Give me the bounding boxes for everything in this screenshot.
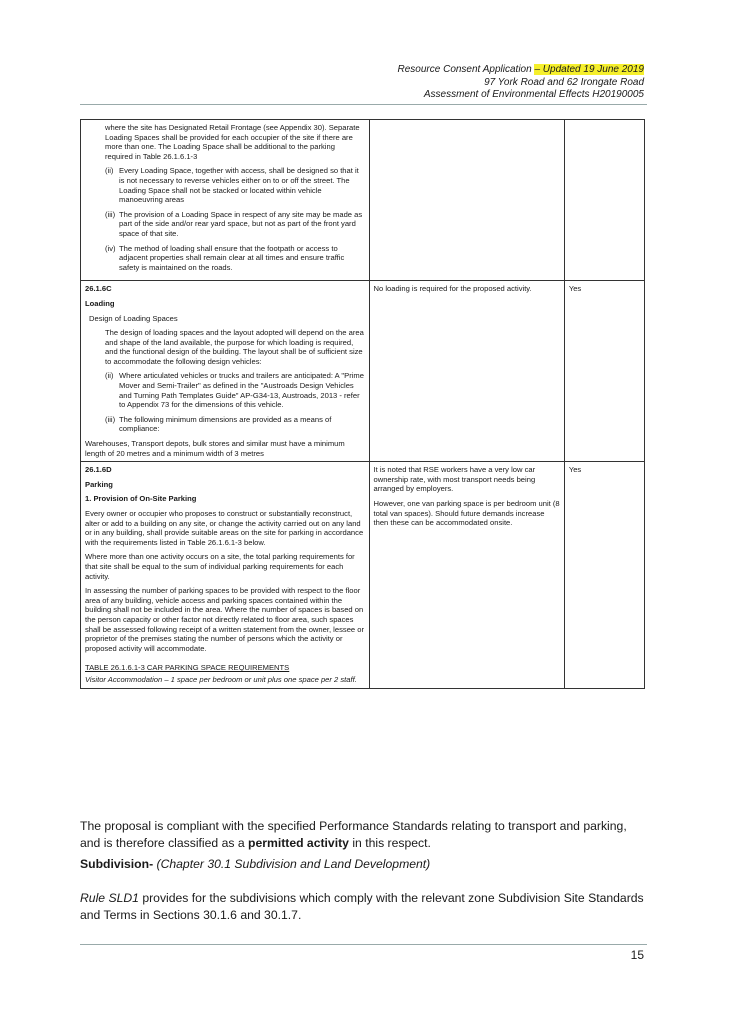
page-header (398, 64, 644, 102)
standards-table (80, 119, 645, 689)
rule-cell (81, 462, 370, 688)
table-row (81, 462, 645, 688)
page-number: 15 (630, 948, 644, 962)
subdivision-heading-chapter: (Chapter 30.1 Subdivision and Land Development) (153, 857, 431, 871)
rule-subtitle: Design of Loading Spaces (89, 313, 178, 323)
table-row (81, 281, 645, 462)
rule-paragraph: The design of loading spaces and the layout adopted will depend on the area and shape of the land available, the purpose for which loading is required, and the functional design of the building. The layout shall be of sufficient size to accommodate the following design vehicles: (105, 328, 364, 366)
compliance-cell (564, 120, 644, 281)
list-number: (ii) (105, 371, 114, 381)
conclusion-text: The proposal is compliant with the specified Performance Standards relating to transport and parking, and is therefore classified as a (80, 819, 627, 850)
conclusion-text-end: in this respect. (348, 836, 431, 850)
rule-sld1-label: Rule SLD1 (80, 891, 139, 905)
list-text: The provision of a Loading Space in respect of any site may be made as part of the side and/or rear yard space, but not as part of the front yard space of that site. (119, 209, 363, 238)
subdivision-heading-bold: Subdivision- (80, 857, 154, 871)
list-item (85, 210, 365, 239)
rule-cell (81, 120, 370, 281)
rule-sld1-text: provides for the subdivisions which comply with the relevant zone Subdivision Site Standards and Terms in Sections 30.1.6 and 30.1.7. (80, 891, 644, 922)
rule-title: Loading (85, 298, 115, 308)
comment-cell (369, 120, 564, 281)
header-document-id: Assessment of Environmental Effects H20190005 (423, 89, 644, 100)
list-text: The method of loading shall ensure that the footpath or access to adjacent properties shall remain clear at all times and ensure traffic safety is maintained on the roads. (119, 243, 345, 272)
comment-paragraph: However, one van parking space is per bedroom unit (8 total van spaces). Should future demands increase then these can be accommodated onsite. (373, 499, 560, 528)
header-address: 97 York Road and 62 Irongate Road (484, 76, 644, 88)
rule-paragraph: Every owner or occupier who proposes to construct or substantially reconstruct, alter or add to a building on any site, or change the activity carried out on any land or in any building, shall provide suitable areas on the site for parking in accordance with the requirements listed in Table 26.1.6.1-3 below. (85, 509, 364, 547)
list-number: (iv) (105, 243, 116, 253)
rule-subtitle: 1. Provision of On-Site Parking (85, 494, 197, 504)
compliance-cell: Yes (564, 462, 644, 688)
list-text: The following minimum dimensions are provided as a means of compliance: (119, 414, 332, 434)
conclusion-paragraph (80, 818, 647, 852)
list-item (85, 415, 365, 434)
list-number: (ii) (105, 166, 114, 176)
list-item (85, 166, 365, 204)
subdivision-heading (80, 856, 647, 873)
list-number: (iii) (105, 209, 116, 219)
rule-code: 26.1.6C (85, 284, 112, 294)
header-divider (80, 104, 647, 105)
list-text: Every Loading Space, together with access, shall be designed so that it is not necessary to reverse vehicles either on to or off the street. The Loading Space shall not be stacked or located within vehicle manoeuvring areas (119, 166, 359, 205)
rule-paragraph: In assessing the number of parking spaces to be provided with respect to the floor area of any building, vehicle access and parking spaces contained within the building shall not be included in the area. Where the number of spaces is based on the person capacity or other factor not directly related to floor area, such spaces shall be assessed following receipt of a written statement from the owner, lessee or proprietor of the premises stating the number of persons which the activity or proposed activity will accommodate. (85, 586, 364, 653)
comment-cell (369, 462, 564, 688)
header-update-highlight: – Updated 19 June 2019 (534, 64, 644, 75)
comment-paragraph: It is noted that RSE workers have a very low car ownership rate, with most transport needs being arranged by employers. (373, 465, 536, 494)
footer-divider (80, 944, 647, 945)
conclusion-bold: permitted activity (248, 836, 349, 850)
header-title: Resource Consent Application (397, 64, 535, 75)
parking-table-row: Visitor Accommodation – 1 space per bedroom or unit plus one space per 2 staff. (85, 674, 357, 684)
rule-sld1-paragraph (80, 890, 647, 924)
rule-cell (81, 281, 370, 462)
parking-table-heading: TABLE 26.1.6.1-3 CAR PARKING SPACE REQUIREMENTS (85, 663, 290, 673)
compliance-cell: Yes (564, 281, 644, 462)
rule-closing: Warehouses, Transport depots, bulk stores and similar must have a minimum length of 20 metres and a minimum width of 3 metres (85, 439, 345, 458)
rule-code: 26.1.6D (85, 465, 112, 475)
rule-title: Parking (85, 479, 113, 489)
rule-paragraph: Where more than one activity occurs on a site, the total parking requirements for that site shall be equal to the sum of individual parking requirements for each activity. (85, 552, 355, 581)
list-number: (iii) (105, 414, 116, 424)
table-row (81, 120, 645, 281)
rule-intro: where the site has Designated Retail Frontage (see Appendix 30). Separate Loading Spaces shall be provided for each occupier of the site if there are more than one. The Loading Space shall be additional to the parking required in Table 26.1.6.1-3 (105, 123, 360, 161)
list-item (85, 244, 365, 273)
list-item (85, 371, 365, 409)
list-text: Where articulated vehicles or trucks and trailers are anticipated: A "Prime Mover and Semi-Trailer" as defined in the "Austroads Design Vehicles and Turning Path Templates Guide" AP-G34-13, Austroads, 2013 - refer to Appendix 73 for the dimensions of this vehicle. (119, 371, 364, 410)
comment-cell: No loading is required for the proposed activity. (369, 281, 564, 462)
